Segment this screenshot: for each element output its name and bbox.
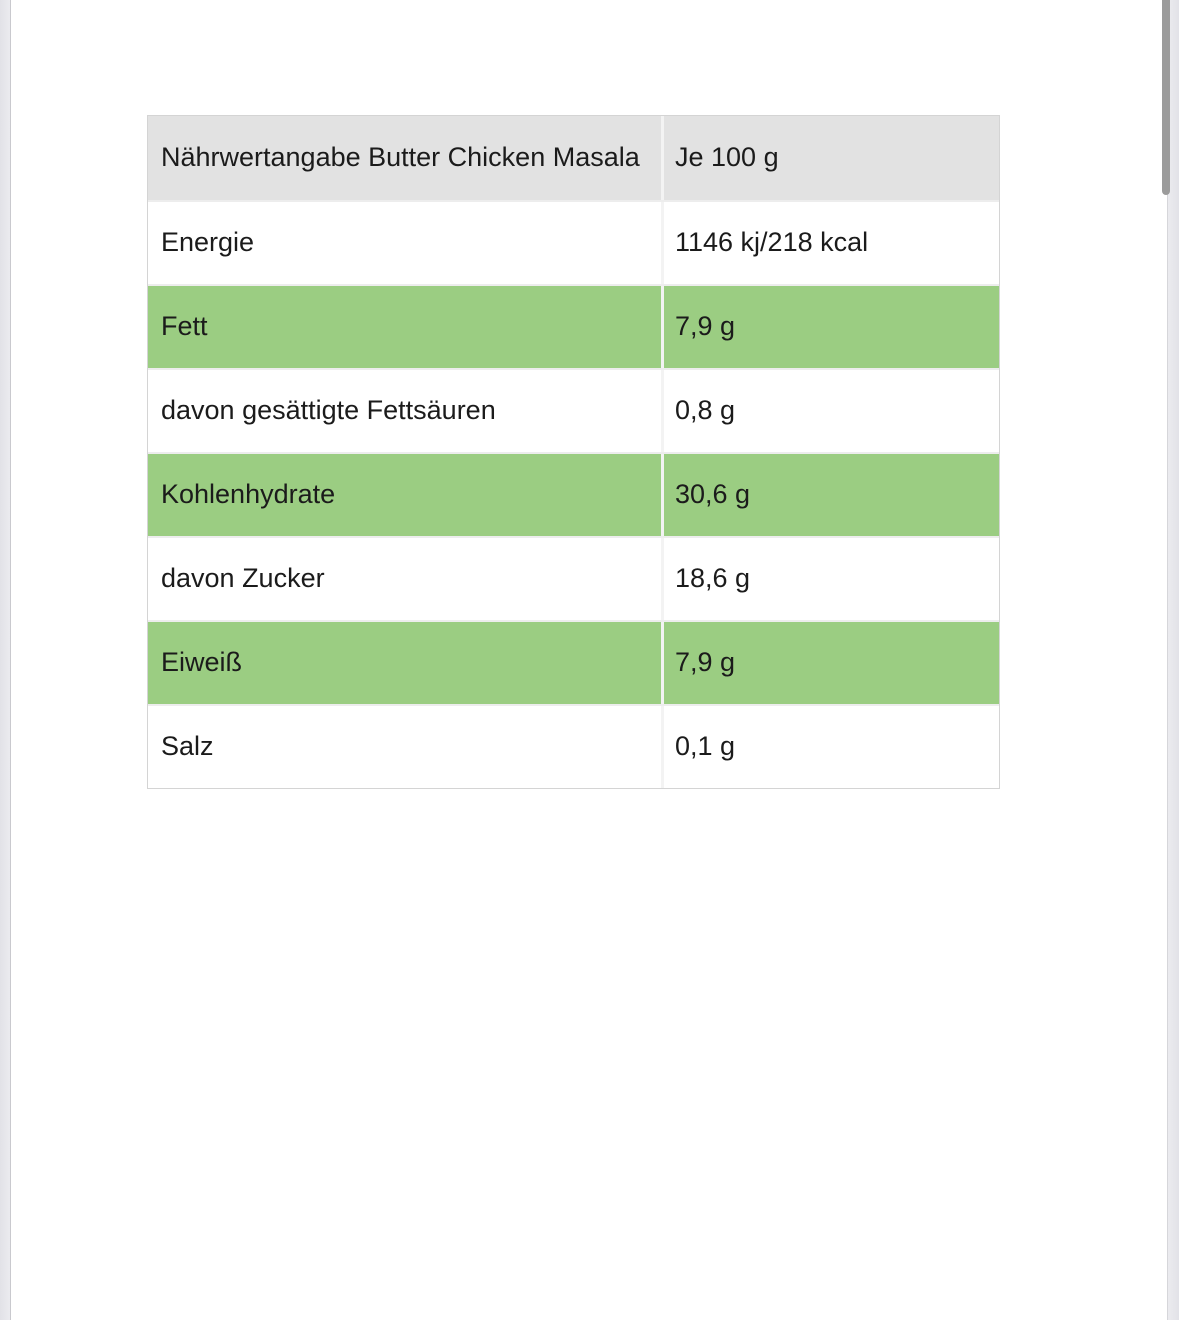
nutrient-value: 7,9 g	[661, 622, 999, 704]
nutrient-label: Salz	[161, 731, 214, 762]
table-row	[148, 284, 999, 368]
nutrient-value: 0,8 g	[661, 370, 999, 452]
page-right-gutter	[1167, 0, 1179, 1320]
nutrient-label: davon gesättigte Fettsäuren	[161, 395, 496, 426]
table-row	[148, 452, 999, 536]
nutrient-value: 18,6 g	[661, 538, 999, 620]
table-header-serving: Je 100 g	[661, 116, 999, 200]
page-left-gutter	[0, 0, 11, 1320]
nutrient-label: davon Zucker	[161, 563, 325, 594]
nutrient-label: Fett	[161, 311, 208, 342]
nutrient-label: Eiweiß	[161, 647, 243, 678]
scrollbar-thumb[interactable]	[1162, 0, 1170, 195]
table-header-row	[148, 116, 999, 200]
table-row	[148, 704, 999, 788]
nutrient-value: 0,1 g	[661, 706, 999, 788]
nutrient-label: Kohlenhydrate	[161, 479, 336, 510]
table-header-title: Nährwertangabe Butter Chicken Masala	[161, 142, 640, 173]
table-row	[148, 620, 999, 704]
table-row	[148, 200, 999, 284]
table-row	[148, 536, 999, 620]
nutrition-facts-table	[147, 115, 1000, 789]
table-row	[148, 368, 999, 452]
nutrient-value: 1146 kj/218 kcal	[661, 202, 999, 284]
nutrient-value: 7,9 g	[661, 286, 999, 368]
nutrient-value: 30,6 g	[661, 454, 999, 536]
nutrient-label: Energie	[161, 227, 255, 258]
